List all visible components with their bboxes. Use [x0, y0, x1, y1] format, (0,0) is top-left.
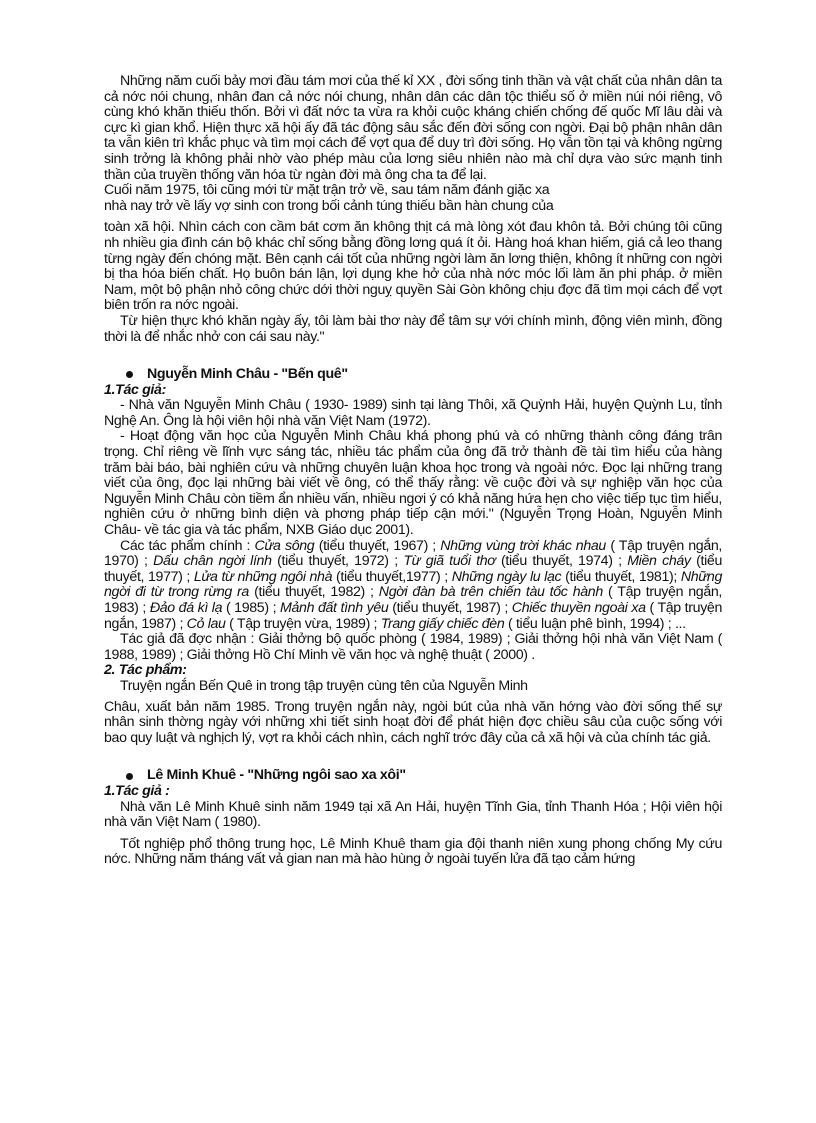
work-detail: (tiểu thuyết, 1987) ; [388, 600, 512, 616]
section-heading-le-minh-khue [126, 768, 722, 784]
work-detail: (tiểu thuyết,1977) ; [332, 568, 452, 585]
intro-paragraph-1: Những năm cuối bảy mơi đầu tám mơi của thế kỉ XX , đời sống tinh thần và vật chất của nhân dân ta cả nớc nói chung, nhân đan cả nớc nói chung, nhân dân các dân tộc thiểu số ở miền núi nói riêng, vô cùng khó khăn thiếu thốn. Bởi vì đất nớc ta vừa ra khỏi cuộc kháng chiến chống đế quốc Mĩ lâu dài và cực kì gian khổ. Hiện thực xã hội ấy đã tác động sâu sắc đến đời sống con ngời. Đại bộ phận nhân dân ta vẫn kiên trì khắc phục và tìm mọi cách để vợt qua để duy trì đời sống. Họ vẫn tồn tại và không ngừng sinh trởng là không phải nhờ vào phép màu của lơng siêu nhiên nào mà chỉ dựa vào sức mạnh tinh thần của truyền thống văn hóa từ ngàn đời mà ông cha ta để lại. [104, 73, 722, 183]
subheading-tac-pham: 2. Tác phẩm: [104, 662, 187, 679]
author-career-paragraph: Tốt nghiệp phổ thông trung học, Lê Minh Khuê tham gia đội thanh niên xung phong chống My cứu nớc. Những năm tháng vất vả gian nan mà hào hùng ở ngoài tuyến lửa đã tạo cảm hứng [104, 835, 722, 868]
work-detail: (tiểu thuyết, 1981); [561, 568, 681, 585]
bullet-icon [126, 773, 133, 780]
work-title: Đảo đá kì lạ [149, 600, 223, 616]
author-bio-paragraph: - Nhà văn Nguyễn Minh Châu ( 1930- 1989) sinh tại làng Thôi, xã Quỳnh Hải, huyện Quỳnh Lu, tỉnh Nghệ An. Ông là hội viên hội nhà văn Việt Nam (1972). [104, 397, 722, 429]
work-title: Cỏ lau [186, 615, 226, 632]
work-detail: ( Tập truyện ngắn, 1983) ; [104, 584, 723, 616]
awards-paragraph: Tác giả đã đợc nhận : Giải thởng bộ quốc phòng ( 1984, 1989) ; Giải thởng hội nhà văn Việt Nam ( 1988, 1989) ; Giải thởng Hồ Chí Minh về văn học và nghệ thuật ( 2000) . [104, 631, 722, 663]
work-detail: ( 1985) ; [222, 600, 281, 616]
intro-paragraph-3: Từ hiện thực khó khăn ngày ấy, tôi làm bài thơ này để tâm sự với chính mình, động viên mình, đồng thời là để nhắc nhở con cái sau này." [104, 312, 722, 345]
work-title: Những vùng trời khác nhau [440, 537, 606, 554]
section-heading-text: Lê Minh Khuê - "Những ngôi sao xa xôi" [147, 767, 406, 784]
section-heading-text: Nguyễn Minh Châu - "Bến quê" [147, 366, 348, 383]
work-detail: ( Tập truyện vừa, 1989) ; [225, 615, 381, 632]
intro-paragraph-2-rest: toàn xã hội. Nhìn cách con cầm bát cơm ăn không thịt cá mà lòng xót đau khôn tả. Bởi chúng tôi cũng nh nhiều gia đình cán bộ khác chỉ sống bằng đồng lơng quá ít ỏi. Hàng hoá khan hiếm, giá cả leo thang từng ngày đến chóng mặt. Bên cạnh cái tốt của những ngời làm ăn lơng thiện, không ít những con ngời bị tha hóa biến chất. Họ buôn bán lận, lợi dụng khe hở của nhà nớc móc lối làm ăn phi pháp. ở miền Nam, một bộ phận nhỏ công chức dới thời nguỵ quyền Sài Gòn không chịu đợc đã tìm mọi cách để vợt biên trốn ra nớc ngoài. [104, 219, 722, 314]
work-title: Lửa từ những ngôi nhà [193, 568, 333, 585]
works-list-intro: Các tác phẩm chính : [120, 537, 255, 554]
work-title: Cửa sông [254, 537, 315, 554]
work-title: Miền cháy [627, 553, 691, 570]
document-page [104, 74, 722, 868]
work-detail: (tiểu thuyết, 1977) ; [104, 553, 723, 585]
work-detail: ( Tập truyện ngắn, 1970) ; [104, 537, 723, 570]
subheading-tac-gia: 1.Tác giả: [104, 381, 166, 398]
work-title: Mảnh đất tình yêu [280, 600, 389, 616]
work-detail: (tiểu thuyết, 1972) ; [271, 553, 404, 570]
intro-paragraph-2-line-1: Cuối năm 1975, tôi cũng mới từ mặt trận trở về, sau tám năm đánh giặc xa [104, 182, 550, 199]
author-career-paragraph: - Hoạt động văn học của Nguyễn Minh Châu khá phong phú và có những thành công đáng trân trọng. Chỉ riêng về lĩnh vực sáng tác, nhiều tác phẩm của ông đã trở thành đề tài tìm hiểu của hàng trăm bài báo, bài nghiên cứu và những chuyên luận khoa học trong và ngoài nớc. Đọc lại những trang viết của ông, đọc lại những bài viết về ông, có thể thấy rằng: về cuộc đời và sự nghiệp văn học của Nguyễn Minh Châu còn tiềm ẩn nhiều vấn, nhiều ngơi ý có khả năng hứa hẹn cho việc tiếp tục tìm hiểu, nghiên cứu ở những bình diện và phơng pháp tiếp cận mới." (Nguyễn Trọng Hoàn, Nguyễn Minh Châu- về tác gia và tác phẩm, NXB Giáo dục 2001). [104, 428, 722, 539]
bullet-icon [126, 371, 133, 378]
work-title: Từ giã tuổi thơ [403, 553, 496, 570]
work-title: Những ngày lu lạc [451, 568, 562, 585]
work-title: Trang giấy chiếc đèn [380, 615, 505, 632]
section-heading-nguyen-minh-chau [126, 367, 722, 383]
works-list-paragraph [104, 539, 722, 633]
intro-paragraph-2-line-2: nhà nay trở về lấy vợ sinh con trong bối cảnh túng thiếu bần hàn chung của [104, 197, 554, 214]
work-paragraph-rest: Châu, xuất bản năm 1985. Trong truyện ngắn này, ngòi bút của nhà văn hớng vào đời sống thế sự nhân sinh thờng ngày với những xhi tiết sinh hoạt đời để phát hiện đợc chiều sâu của cuộc sống với bao quy luật và nghịch lý, vợt ra khỏi cách nhìn, cách nghĩ trớc đây của cả xã hội và của chính tác giả. [104, 698, 722, 746]
work-paragraph-line-1: Truyện ngắn Bến Quê in trong tập truyện cùng tên của Nguyễn Minh [120, 677, 528, 694]
author-bio-paragraph: Nhà văn Lê Minh Khuê sinh năm 1949 tại xã An Hải, huyện Tĩnh Gia, tỉnh Thanh Hóa ; Hội viên hội nhà văn Việt Nam ( 1980). [104, 798, 722, 831]
work-detail: (tiểu thuyết, 1967) ; [314, 537, 441, 554]
work-detail: ( Tập truyện ngắn, 1987) ; [104, 600, 723, 632]
work-detail: ( tiểu luận phê bình, 1994) ; ... [504, 615, 686, 632]
work-title: Ngời đàn bà trên chiến tàu tốc hành [378, 584, 603, 601]
work-detail: (tiểu thuyết, 1982) ; [248, 584, 379, 601]
work-detail: (tiểu thuyết, 1974) ; [495, 553, 628, 570]
work-title: Những ngời đi từ trong rừng ra [104, 568, 722, 601]
subheading-tac-gia: 1.Tác giả : [104, 782, 170, 799]
work-title: Dấu chân ngời lính [153, 553, 272, 570]
work-title: Chiếc thuyền ngoài xa [511, 600, 646, 616]
